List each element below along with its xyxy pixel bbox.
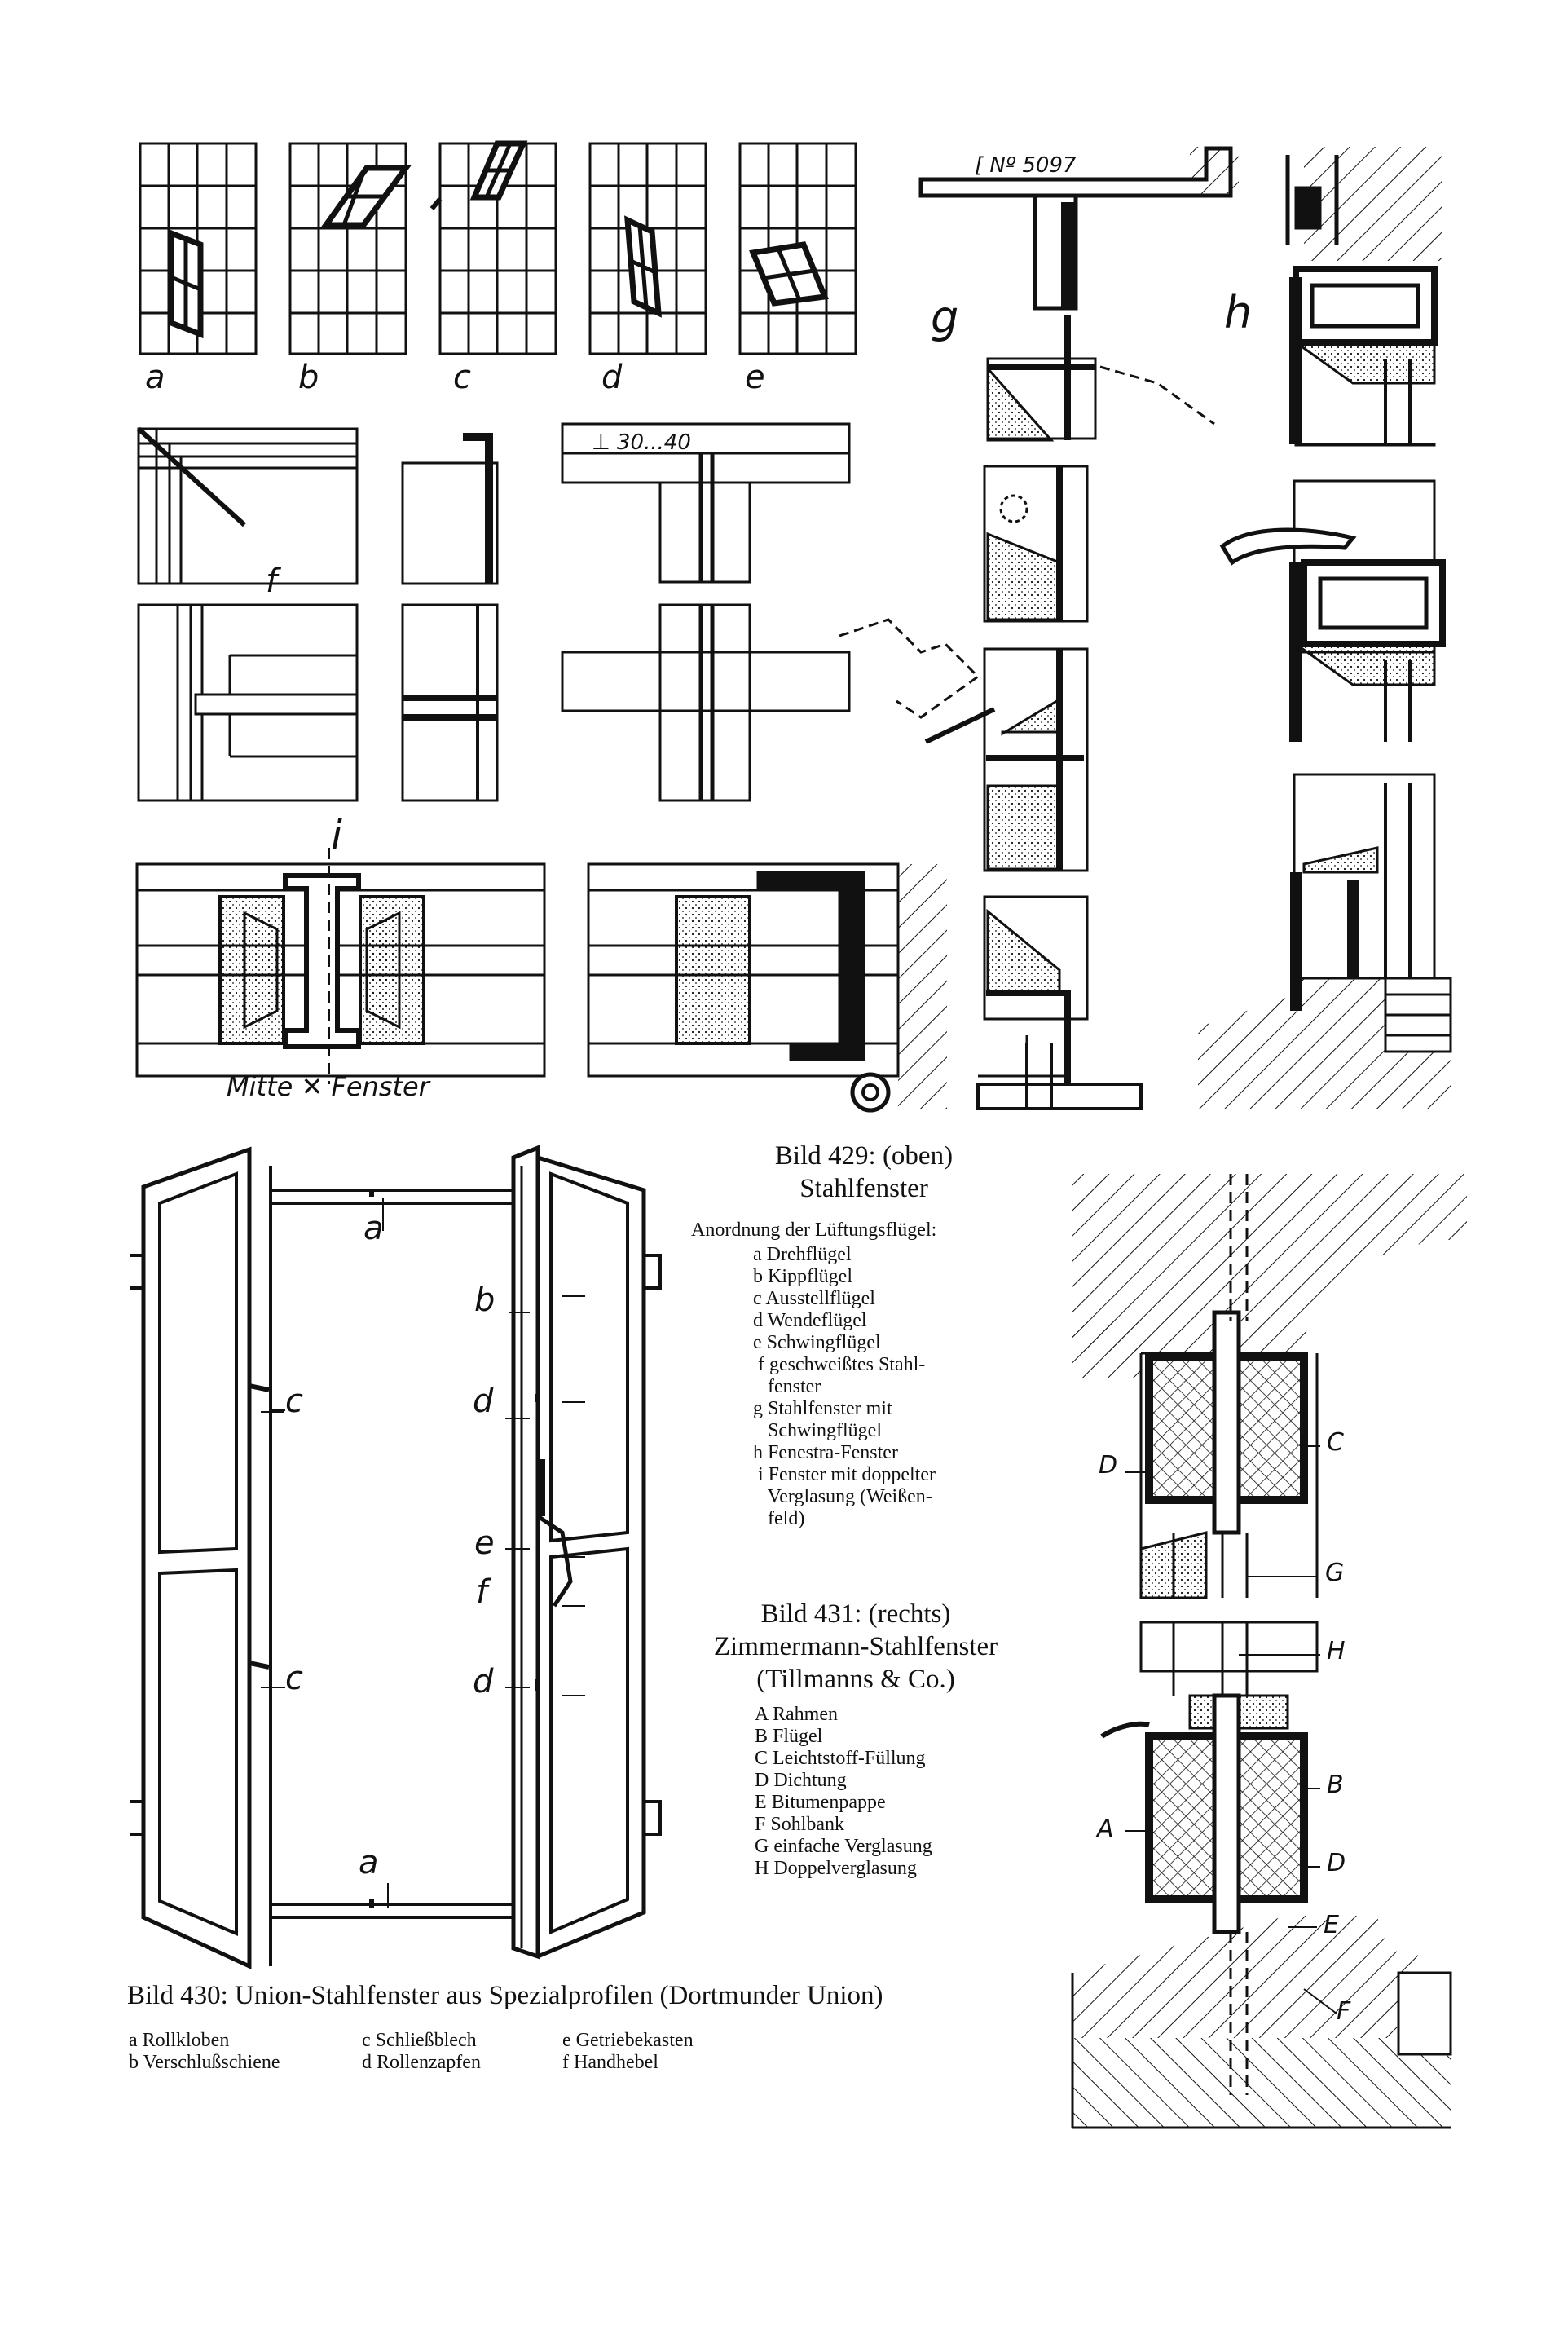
bild431-subtitle: Zimmermann-Stahlfenster xyxy=(713,1632,998,1661)
bild429-item: f geschweißtes Stahl- xyxy=(753,1354,926,1375)
profile-number-label: [ Nº 5097 xyxy=(975,153,1077,178)
bild430-legend-col1 xyxy=(129,2030,341,2074)
zimmermann-section xyxy=(1072,1174,1467,2128)
callout-d-lower: d xyxy=(473,1663,494,1700)
label-f: f xyxy=(266,562,278,600)
scheme-c xyxy=(432,143,556,354)
callout-a-top: a xyxy=(363,1210,384,1247)
label-b: b xyxy=(298,359,319,396)
bild430-title: Bild 430: Union-Stahlfenster aus Spezialprofilen (Dortmunder Union) xyxy=(127,1981,883,2010)
center-of-window-label: Mitte ✕ Fenster xyxy=(227,1071,429,1102)
bild430-item: e Getriebekasten xyxy=(562,2030,694,2051)
label-h: h xyxy=(1224,287,1253,338)
scheme-a xyxy=(140,143,256,354)
scheme-d xyxy=(590,143,706,354)
union-casement-window xyxy=(130,1148,660,1966)
callout-G: G xyxy=(1325,1559,1345,1587)
ventilation-schemes xyxy=(140,143,856,354)
dimension-label: ⊥ 30...40 xyxy=(592,430,691,455)
bild429-intro: Anordnung der Lüftungsflügel: xyxy=(691,1220,937,1241)
label-g: g xyxy=(931,292,959,343)
bild431-legend xyxy=(755,1704,1048,1880)
callout-F: F xyxy=(1337,1997,1351,2026)
bild430-item: f Handhebel xyxy=(562,2052,658,2073)
callout-b: b xyxy=(474,1281,496,1319)
bild430-legend-col3 xyxy=(562,2030,774,2074)
bild431-item: B Flügel xyxy=(755,1726,823,1747)
bild431-item: D Dichtung xyxy=(755,1770,847,1791)
label-d: d xyxy=(601,359,623,396)
callout-f: f xyxy=(476,1573,488,1611)
bild429-item: h Fenestra-Fenster xyxy=(753,1442,898,1463)
label-c: c xyxy=(453,359,471,396)
bild429-item: i Fenster mit doppelter xyxy=(753,1464,936,1485)
bild430-item: b Verschlußschiene xyxy=(129,2052,280,2073)
callout-e: e xyxy=(474,1524,495,1562)
bild430-item: d Rollenzapfen xyxy=(362,2052,481,2073)
bild431-item: E Bitumenpappe xyxy=(755,1792,886,1813)
bild429-item: e Schwingflügel xyxy=(753,1332,881,1353)
label-e: e xyxy=(745,359,765,396)
callout-C: C xyxy=(1327,1428,1344,1457)
bild430-item: a Rollkloben xyxy=(129,2030,230,2051)
label-a: a xyxy=(145,359,165,396)
callout-D-upper: D xyxy=(1099,1451,1118,1480)
bild429-item: d Wendeflügel xyxy=(753,1310,867,1331)
bild429-item: Schwingflügel xyxy=(753,1420,882,1441)
bild431-maker: (Tillmanns & Co.) xyxy=(756,1665,955,1694)
bild429-item: g Stahlfenster mit xyxy=(753,1398,892,1419)
bild431-item: H Doppelverglasung xyxy=(755,1858,917,1879)
bild429-item: a Drehflügel xyxy=(753,1244,852,1265)
bild431-title: Bild 431: (rechts) xyxy=(760,1599,951,1629)
callout-d-upper: d xyxy=(473,1383,494,1420)
welded-window-details xyxy=(139,424,849,801)
label-i: i xyxy=(331,812,342,859)
bild429-title: Bild 429: (oben) xyxy=(774,1141,954,1171)
callout-a-bottom: a xyxy=(359,1844,379,1881)
scheme-b xyxy=(290,143,406,354)
callout-E: E xyxy=(1324,1911,1339,1939)
bild429-caption xyxy=(717,1140,1011,1205)
bild431-item: C Leichtstoff-Füllung xyxy=(755,1748,926,1769)
bild429-item: fenster xyxy=(753,1376,821,1397)
bild429-item: Verglasung (Weißen- xyxy=(753,1486,932,1507)
bild429-subtitle: Stahlfenster xyxy=(799,1174,928,1203)
callout-A: A xyxy=(1097,1815,1114,1843)
bild429-item: feld) xyxy=(753,1508,805,1529)
bild429-item: b Kippflügel xyxy=(753,1266,852,1287)
bild431-item: G einfache Verglasung xyxy=(755,1836,932,1857)
callout-c-upper: c xyxy=(285,1383,303,1420)
scheme-e xyxy=(740,143,856,354)
bild429-item: c Ausstellflügel xyxy=(753,1288,875,1309)
callout-D-lower: D xyxy=(1327,1849,1346,1877)
bild431-item: A Rahmen xyxy=(755,1704,838,1725)
bild429-legend xyxy=(753,1244,1063,1530)
callout-c-lower: c xyxy=(285,1660,303,1697)
bild430-legend-col2 xyxy=(362,2030,557,2074)
callout-B: B xyxy=(1327,1771,1344,1799)
callout-H: H xyxy=(1327,1637,1346,1665)
bild430-item: c Schließblech xyxy=(362,2030,477,2051)
bild431-caption xyxy=(668,1598,1043,1696)
bild431-item: F Sohlbank xyxy=(755,1814,845,1835)
